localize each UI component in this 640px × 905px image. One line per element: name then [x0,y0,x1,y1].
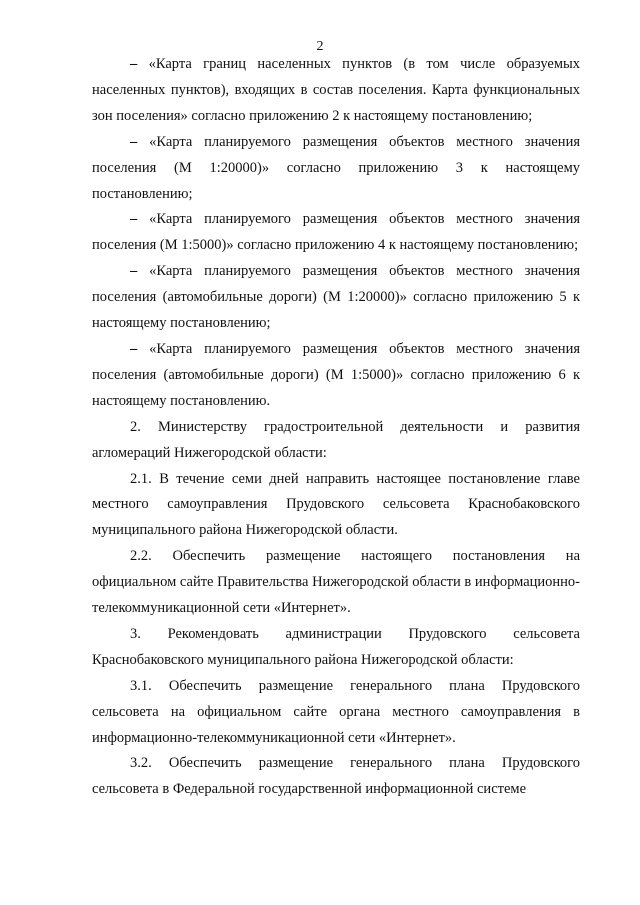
paragraph-appendix-4 [92,207,580,259]
page-number: 2 [316,39,324,54]
paragraph-text: «Карта планируемого размещения объектов местного значения поселения (М 1:5000)» согласно приложению 4 к настоящему постановлению; [92,211,580,254]
list-dash: – [130,211,138,228]
list-dash: – [130,340,138,357]
paragraph-text: 2. Министерству градостроительной деятельности и развития агломераций Нижегородской области: [92,418,580,461]
paragraph-text: «Карта планируемого размещения объектов местного значения поселения (автомобильные дороги) (М 1:20000)» согласно приложению 5 к настоящему постановлению; [92,263,580,332]
paragraph-text: 3.2. Обеспечить размещение генерального плана Прудовского сельсовета в Федеральной государственной информационной системе [92,755,580,798]
paragraph-appendix-6 [92,337,580,415]
paragraph-text: «Карта планируемого размещения объектов местного значения поселения (М 1:20000)» согласно приложению 3 к настоящему постановлению; [92,133,580,202]
paragraph-text: 2.1. В течение семи дней направить настоящее постановление главе местного самоуправления Прудовского сельсовета Краснобаковского муниципального района Нижегородской области. [92,470,580,539]
paragraph-item-3-2 [92,751,580,803]
paragraph-item-2 [92,415,580,467]
paragraph-item-2-1 [92,467,580,545]
paragraph-text: «Карта границ населенных пунктов (в том числе образуемых населенных пунктов), входящих в состав поселения. Карта функциональных зон поселения» согласно приложению 2 к настоящему постановлению; [92,56,580,124]
paragraph-appendix-3 [92,130,580,208]
paragraph-text: 3. Рекомендовать администрации Прудовского сельсовета Краснобаковского муниципального района Нижегородской области: [92,625,580,668]
paragraph-text: 2.2. Обеспечить размещение настоящего постановления на официальном сайте Правительства Нижегородской области в информационно-телекоммуникационной сети «Интернет». [92,548,580,617]
paragraph-text: «Карта планируемого размещения объектов местного значения поселения (автомобильные дороги) (М 1:5000)» согласно приложению 6 к настоящему постановлению. [92,340,580,409]
list-dash: – [130,133,138,150]
paragraph-appendix-5 [92,259,580,337]
list-dash: – [130,263,138,280]
paragraph-appendix-2 [92,52,580,130]
paragraph-item-2-2 [92,544,580,622]
paragraph-item-3-1 [92,674,580,752]
list-dash: – [130,56,138,72]
paragraph-item-3 [92,622,580,674]
document-body [92,52,580,803]
paragraph-text: 3.1. Обеспечить размещение генерального плана Прудовского сельсовета на официальном сайте органа местного самоуправления в информационно-телекоммуникационной сети «Интернет». [92,677,580,746]
